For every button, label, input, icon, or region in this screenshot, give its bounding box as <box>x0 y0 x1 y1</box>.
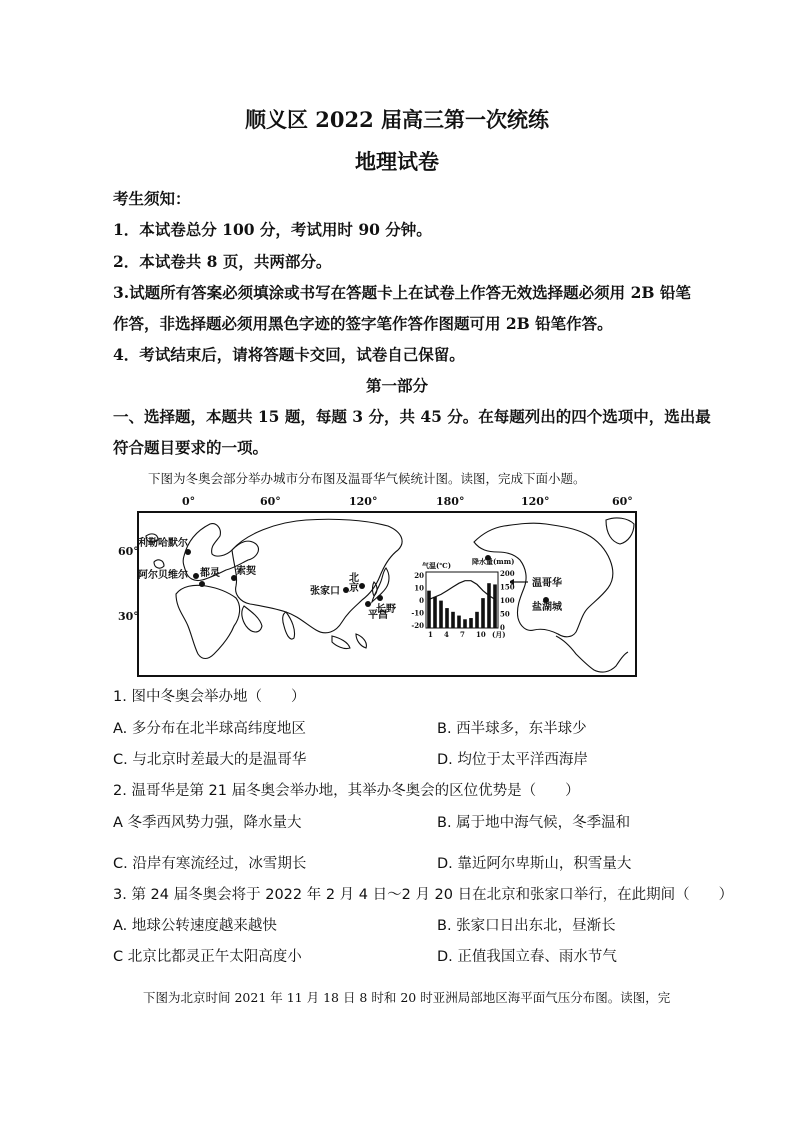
notice-item: 2．本试卷共 8 页，共两部分。 <box>113 252 332 271</box>
option-c: C 北京比都灵正午太阳高度小 <box>113 949 302 965</box>
precip-bar <box>427 591 431 628</box>
precip-bar <box>475 612 479 628</box>
precip-tick-label: 100 <box>500 596 515 605</box>
precip-bar <box>439 601 443 628</box>
notice-item: 3.试题所有答案必须填涂或书写在答题卡上在试卷上作答无效选择题必须用 2B 铅笔 <box>113 283 691 302</box>
map-frame <box>138 512 636 676</box>
section-instruction: 符合题目要求的一项。 <box>113 438 269 457</box>
precip-bar <box>493 584 497 628</box>
temp-axis-title: 气温(℃) <box>422 561 452 570</box>
precip-bar <box>433 597 437 628</box>
city-marker <box>365 601 371 607</box>
part-title: 第一部分 <box>365 376 428 395</box>
temp-tick-label: 10 <box>414 583 424 593</box>
longitude-label: 60° <box>260 495 281 508</box>
city-label: 盐湖城 <box>532 602 562 613</box>
question-stem: 3. 第 24 届冬奥会将于 2022 年 2 月 4 日～2 月 20 日在北京和张家口举行，在此期间（ ） <box>113 887 734 903</box>
section-instruction: 一、选择题，本题共 15 题，每题 3 分，共 45 分。在每题列出的四个选项中，选出最 <box>113 407 711 426</box>
city-label: 阿尔贝维尔 <box>138 570 188 581</box>
option-a: A. 地球公转速度越来越快 <box>113 918 277 934</box>
option-b: B. 属于地中海气候，冬季温和 <box>437 815 631 831</box>
notice-item: 1．本试卷总分 100 分，考试用时 90 分钟。 <box>113 220 432 239</box>
latitude-label: 60° <box>118 545 139 558</box>
question-stem: 2. 温哥华是第 21 届冬奥会举办地，其举办冬奥会的区位优势是（ ） <box>113 783 580 799</box>
precip-bar <box>451 612 455 628</box>
precip-axis-title: 降水量(mm) <box>472 557 515 566</box>
month-tick-label: 7 <box>460 630 465 639</box>
vancouver-climate-chart <box>411 557 514 640</box>
city-label: 都灵 <box>200 568 220 579</box>
month-tick-label: (月) <box>492 630 506 639</box>
temp-tick-label: 0 <box>419 596 424 605</box>
option-b: B. 西半球多，东半球少 <box>437 721 587 737</box>
option-a: A 冬季西风势力强，降水量大 <box>113 815 302 831</box>
city-marker <box>359 583 365 589</box>
precip-bar <box>469 618 473 628</box>
notice-item: 4．考试结束后，请将答题卡交回，试卷自己保留。 <box>113 345 465 364</box>
page-title: 顺义区 2022 届高三第一次统练 <box>244 107 550 132</box>
city-label: 平昌 <box>368 610 388 621</box>
notice-item: 作答，非选择题必须用黑色字迹的签字笔作答作图题可用 2B 铅笔作答。 <box>113 314 613 333</box>
figure-caption: 下图为冬奥会部分举办城市分布图及温哥华气候统计图。读图，完成下面小题。 <box>148 471 586 486</box>
temp-tick-label: 20 <box>414 571 424 580</box>
precip-bar <box>457 616 461 628</box>
city-marker <box>377 595 383 601</box>
latitude-label: 30° <box>118 610 139 623</box>
option-d: D. 正值我国立春、雨水节气 <box>437 949 617 965</box>
precip-bar <box>445 608 449 628</box>
option-c: C. 与北京时差最大的是温哥华 <box>113 752 307 768</box>
precip-bar <box>481 598 485 628</box>
figure-caption: 下图为北京时间 2021 年 11 月 18 日 8 时和 20 时亚洲局部地区海平面气压分布图。读图，完 <box>143 990 671 1005</box>
longitude-label: 120° <box>349 495 378 508</box>
precip-bar <box>463 619 467 628</box>
option-a: A. 多分布在北半球高纬度地区 <box>113 721 306 737</box>
notice-heading: 考生须知： <box>113 189 191 208</box>
city-marker <box>193 573 199 579</box>
option-b: B. 张家口日出东北，昼渐长 <box>437 918 616 934</box>
city-label: 索契 <box>236 566 256 577</box>
page-subtitle: 地理试卷 <box>355 149 439 174</box>
option-c: C. 沿岸有寒流经过，冰雪期长 <box>113 856 307 872</box>
city-label: 温哥华 <box>532 578 562 589</box>
precip-tick-label: 0 <box>500 623 505 632</box>
city-label: 张家口 <box>310 586 340 597</box>
precip-tick-label: 200 <box>500 569 515 578</box>
longitude-label: 60° <box>612 495 633 508</box>
temp-tick-label: -10 <box>411 608 424 618</box>
longitude-label: 120° <box>521 495 550 508</box>
city-marker <box>185 549 191 555</box>
temp-tick-label: -20 <box>411 621 424 630</box>
month-tick-label: 10 <box>476 630 486 639</box>
precip-tick-label: 50 <box>500 609 510 619</box>
question-stem: 1. 图中冬奥会举办地（ ） <box>113 689 306 705</box>
city-label-beijing: 北京 <box>346 572 358 592</box>
world-map-figure <box>118 494 638 678</box>
month-tick-label: 4 <box>444 630 449 639</box>
precip-tick-label: 150 <box>500 582 515 592</box>
longitude-label: 0° <box>182 495 196 508</box>
city-marker <box>199 581 205 587</box>
precip-bar <box>487 583 491 628</box>
option-d: D. 靠近阿尔卑斯山，积雪量大 <box>437 856 632 872</box>
month-tick-label: 1 <box>428 630 433 639</box>
longitude-label: 180° <box>436 495 465 508</box>
city-label: 利勒哈默尔 <box>138 538 188 549</box>
option-d: D. 均位于太平洋西海岸 <box>437 752 588 768</box>
city-label: 长野 <box>376 604 396 615</box>
